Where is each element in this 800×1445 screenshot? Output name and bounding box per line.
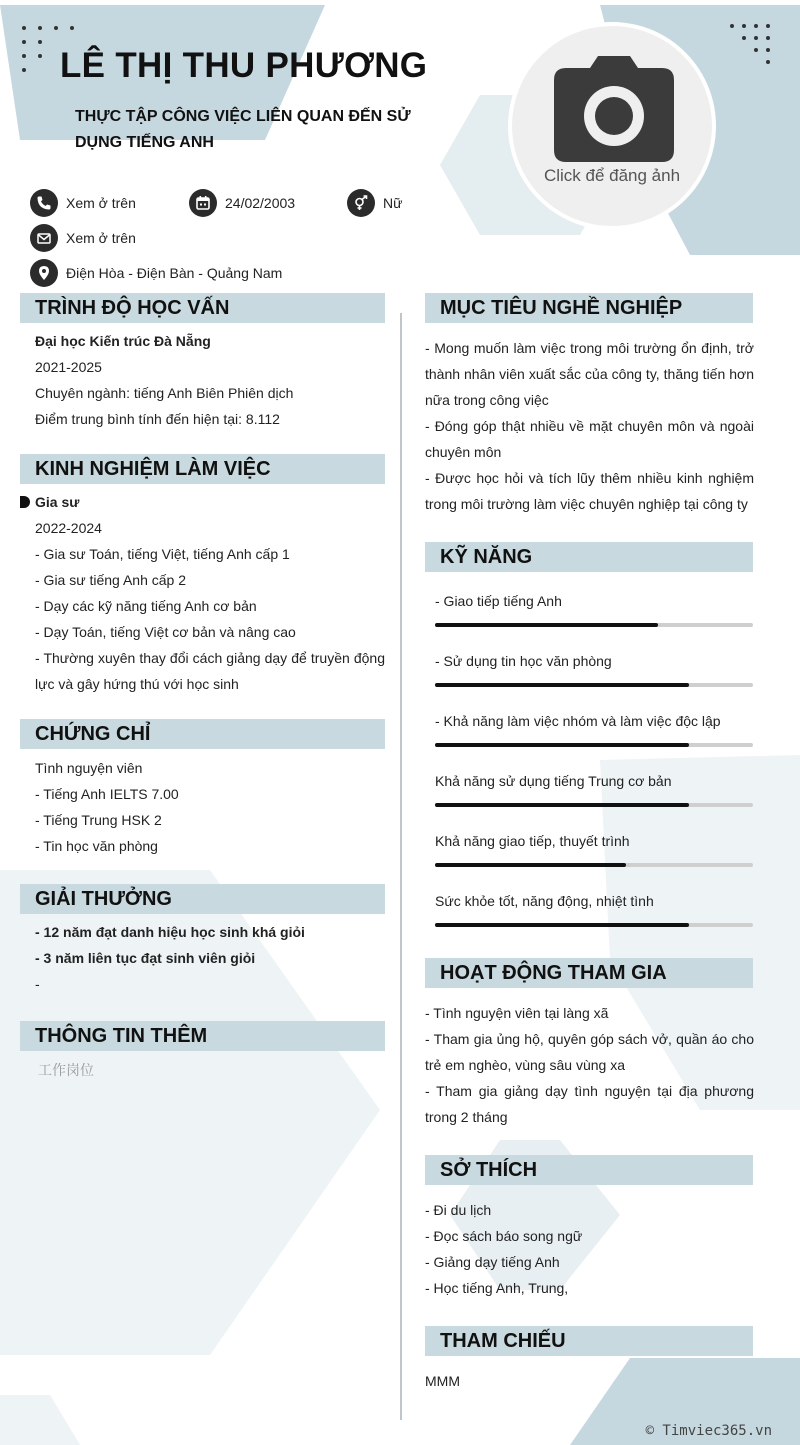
experience-item: - Dạy các kỹ năng tiếng Anh cơ bản bbox=[35, 598, 257, 614]
awards-title[interactable]: GIẢI THƯỞNG bbox=[20, 884, 385, 914]
objective-content[interactable] bbox=[425, 335, 754, 517]
certificates-title[interactable]: CHỨNG CHỈ bbox=[20, 719, 385, 749]
skill-label: - Giao tiếp tiếng Anh bbox=[435, 593, 562, 609]
skill-bar-fill bbox=[435, 623, 658, 627]
skill-item[interactable] bbox=[435, 771, 753, 807]
skill-bar-fill bbox=[435, 803, 689, 807]
activity-item: - Tham gia giảng dạy tình nguyện tại địa phương trong 2 tháng bbox=[425, 1083, 754, 1125]
hobby-item: - Học tiếng Anh, Trung, bbox=[425, 1280, 569, 1296]
experience-content[interactable] bbox=[35, 489, 385, 697]
email-value: Xem ở trên bbox=[66, 230, 136, 246]
certificate-item: Tình nguyện viên bbox=[35, 760, 143, 776]
award-item: - bbox=[35, 976, 40, 992]
certificate-item: - Tiếng Trung HSK 2 bbox=[35, 812, 162, 828]
skill-bar bbox=[435, 683, 753, 687]
objective-item: - Được học hỏi và tích lũy thêm nhiều kinh nghiệm trong môi trường làm việc chuyên nghiệp tại công ty bbox=[425, 470, 754, 512]
address-value: Điện Hòa - Điện Bàn - Quảng Nam bbox=[66, 265, 283, 281]
activity-item: - Tình nguyện viên tại làng xã bbox=[425, 1005, 609, 1021]
skill-bar bbox=[435, 923, 753, 927]
column-divider bbox=[400, 313, 402, 1420]
objective-item: - Đóng góp thật nhiều về mặt chuyên môn và ngoài chuyên môn bbox=[425, 418, 754, 460]
education-gpa: Điểm trung bình tính đến hiện tại: 8.112 bbox=[35, 411, 280, 427]
hobbies-content[interactable] bbox=[425, 1197, 754, 1301]
education-period: 2021-2025 bbox=[35, 359, 102, 375]
phone-icon bbox=[30, 189, 58, 217]
certificates-content[interactable] bbox=[35, 755, 385, 859]
hobby-item: - Đọc sách báo song ngữ bbox=[425, 1228, 583, 1244]
skills-title[interactable]: KỸ NĂNG bbox=[425, 542, 753, 572]
gender-info[interactable] bbox=[347, 189, 402, 217]
certificate-item: - Tin học văn phòng bbox=[35, 838, 158, 854]
experience-title[interactable]: KINH NGHIỆM LÀM VIỆC bbox=[20, 454, 385, 484]
skill-bar-fill bbox=[435, 743, 689, 747]
reference-text: MMM bbox=[425, 1373, 460, 1389]
hobbies-title[interactable]: SỞ THÍCH bbox=[425, 1155, 753, 1185]
hobby-item: - Đi du lịch bbox=[425, 1202, 492, 1218]
education-title[interactable]: TRÌNH ĐỘ HỌC VẤN bbox=[20, 293, 385, 323]
skill-item[interactable] bbox=[435, 591, 753, 627]
skill-label: - Khả năng làm việc nhóm và làm việc độc lập bbox=[435, 713, 721, 729]
hobby-item: - Giảng dạy tiếng Anh bbox=[425, 1254, 560, 1270]
experience-item: - Thường xuyên thay đổi cách giảng dạy để truyền động lực và gây hứng thú với học sinh bbox=[35, 650, 385, 692]
skill-item[interactable] bbox=[435, 651, 753, 687]
extra-info-title[interactable]: THÔNG TIN THÊM bbox=[20, 1021, 385, 1051]
experience-item: - Gia sư Toán, tiếng Việt, tiếng Anh cấp 1 bbox=[35, 546, 290, 562]
phone-info[interactable] bbox=[30, 189, 136, 217]
location-pin-icon bbox=[30, 259, 58, 287]
birthday-value: 24/02/2003 bbox=[225, 195, 296, 211]
desired-position[interactable]: THỰC TẬP CÔNG VIỆC LIÊN QUAN ĐẾN SỬ DỤNG TIẾNG ANH bbox=[75, 108, 411, 151]
gender-value: Nữ bbox=[383, 195, 403, 211]
skill-item[interactable] bbox=[435, 891, 753, 927]
birthday-info[interactable] bbox=[189, 189, 295, 217]
education-content[interactable] bbox=[35, 328, 385, 432]
extra-info-content[interactable] bbox=[38, 1057, 378, 1083]
objective-item: - Mong muốn làm việc trong môi trường ổn định, trở thành nhân viên xuất sắc của công ty, thăng tiến hơn nữa trong công việc bbox=[425, 340, 754, 408]
calendar-icon bbox=[189, 189, 217, 217]
skill-bar bbox=[435, 863, 753, 867]
references-content[interactable] bbox=[425, 1368, 754, 1394]
skill-item[interactable] bbox=[435, 831, 753, 867]
education-major: Chuyên ngành: tiếng Anh Biên Phiên dịch bbox=[35, 385, 294, 401]
activity-item: - Tham gia ủng hộ, quyên góp sách vở, quần áo cho trẻ em nghèo, vùng sâu vùng xa bbox=[425, 1031, 754, 1073]
activities-title[interactable]: HOẠT ĐỘNG THAM GIA bbox=[425, 958, 753, 988]
extra-info-placeholder: 工作岗位 bbox=[38, 1062, 94, 1078]
award-item: - 3 năm liên tục đạt sinh viên giỏi bbox=[35, 950, 256, 966]
avatar-upload[interactable] bbox=[508, 22, 716, 230]
activities-content[interactable] bbox=[425, 1000, 754, 1130]
awards-content[interactable] bbox=[35, 919, 385, 997]
dots-decoration-right bbox=[730, 24, 774, 68]
skill-label: - Sử dụng tin học văn phòng bbox=[435, 653, 612, 669]
skill-label: Khả năng giao tiếp, thuyết trình bbox=[435, 833, 630, 849]
address-info[interactable] bbox=[30, 259, 282, 287]
footer-copyright: © Timviec365.vn bbox=[645, 1423, 772, 1439]
email-info[interactable] bbox=[30, 224, 136, 252]
objective-title[interactable]: MỤC TIÊU NGHỀ NGHIỆP bbox=[425, 293, 753, 323]
references-title[interactable]: THAM CHIẾU bbox=[425, 1326, 753, 1356]
skill-item[interactable] bbox=[435, 711, 753, 747]
skill-label: Khả năng sử dụng tiếng Trung cơ bản bbox=[435, 773, 672, 789]
skill-bar-fill bbox=[435, 683, 689, 687]
candidate-name[interactable]: LÊ THỊ THU PHƯƠNG bbox=[60, 46, 428, 85]
experience-item: - Gia sư tiếng Anh cấp 2 bbox=[35, 572, 187, 588]
phone-value: Xem ở trên bbox=[66, 195, 136, 211]
mail-icon bbox=[30, 224, 58, 252]
gender-icon bbox=[347, 189, 375, 217]
avatar-upload-hint: Click để đăng ảnh bbox=[543, 166, 681, 185]
education-school: Đại học Kiến trúc Đà Nẵng bbox=[35, 333, 211, 349]
experience-period: 2022-2024 bbox=[35, 520, 102, 536]
experience-item: - Dạy Toán, tiếng Việt cơ bản và nâng cao bbox=[35, 624, 296, 640]
skill-bar bbox=[435, 743, 753, 747]
skill-bar bbox=[435, 623, 753, 627]
award-item: - 12 năm đạt danh hiệu học sinh khá giỏi bbox=[35, 924, 305, 940]
skill-bar bbox=[435, 803, 753, 807]
certificate-item: - Tiếng Anh IELTS 7.00 bbox=[35, 786, 179, 802]
skill-bar-fill bbox=[435, 863, 626, 867]
experience-role: Gia sư bbox=[35, 489, 385, 515]
skill-label: Sức khỏe tốt, năng động, nhiệt tình bbox=[435, 893, 654, 909]
camera-icon bbox=[554, 56, 674, 162]
skill-bar-fill bbox=[435, 923, 689, 927]
